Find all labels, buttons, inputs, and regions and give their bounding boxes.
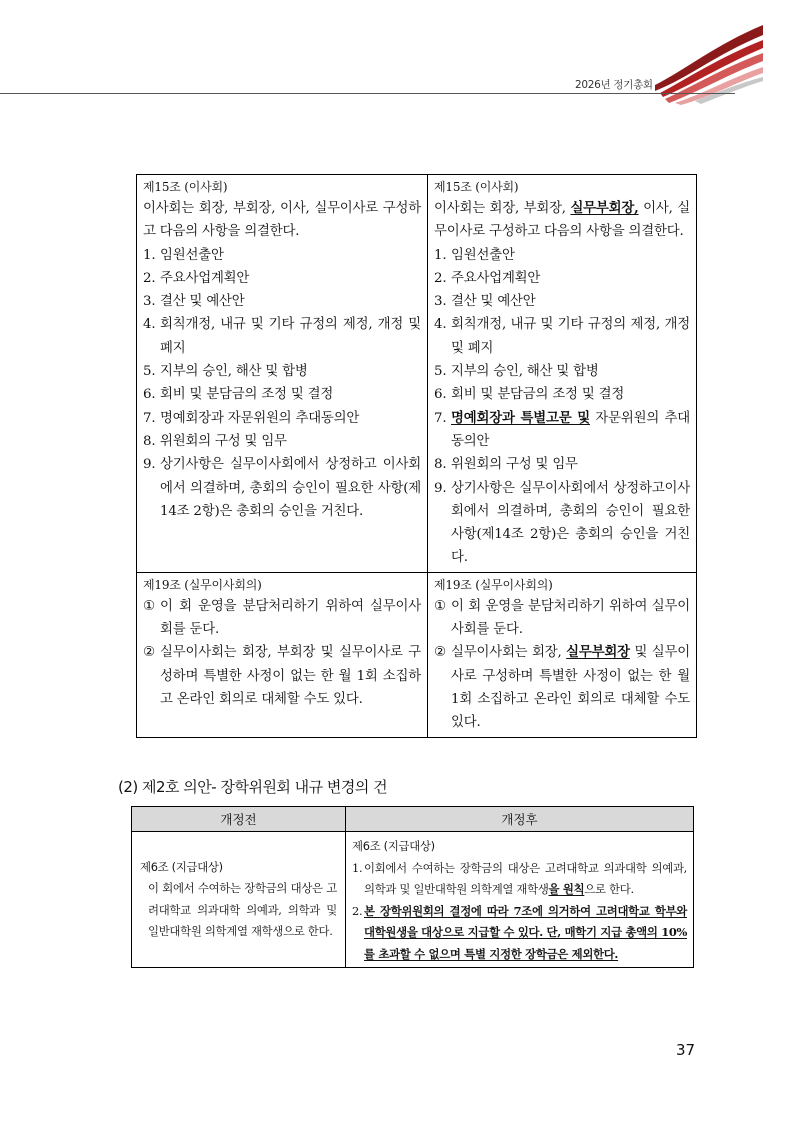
list-item: 8. 위원회의 구성 및 임무 xyxy=(143,433,287,449)
list-item: 6. 회비 및 분담금의 조정 및 결정 xyxy=(434,387,625,403)
cell-article19-after xyxy=(428,572,697,737)
underlined-change: 을 원칙 xyxy=(548,882,585,896)
list-item: 4. 회칙개정, 내규 및 기타 규정의 제정, 개정 및 폐지 xyxy=(434,317,690,356)
list-item: 3. 결산 및 예산안 xyxy=(143,294,245,310)
list-item: ② 실무이사회는 회장, 부회장 및 실무이사로 구성하며 특별한 사정이 없는 한 월 1회 소집하고 온라인 회의로 대체할 수도 있다. xyxy=(143,645,421,707)
list-item: 9. 상기사항은 실무이사회에서 상정하고이사회에서 의결하며, 총회의 승인이 필요한 사항(제14조 2항)은 총회의 승인을 거친다. xyxy=(434,480,690,566)
cell-article6-before xyxy=(132,832,346,968)
list-item: 4. 회칙개정, 내규 및 기타 규정의 제정, 개정 및 폐지 xyxy=(143,317,421,356)
table-row xyxy=(132,832,694,968)
section-title: (2) 제2호 의안- 장학위원회 내규 변경의 건 xyxy=(118,778,388,796)
article-intro: 이사회는 회장, 부회장, 이사, 실무이사로 구성하고 다음의 사항을 의결한다. xyxy=(143,201,421,240)
list-item: 2. 주요사업계획안 xyxy=(434,270,541,286)
list-item: 7. 명예회장과 자문위원의 추대동의안 xyxy=(143,410,360,426)
article-items xyxy=(434,595,690,735)
article-heading: 제15조 (이사회) xyxy=(143,180,228,194)
list-item: 1. 임원선출안 xyxy=(143,247,224,263)
table-row xyxy=(137,572,697,737)
cell-article15-after xyxy=(428,175,697,573)
list-item: ② 실무이사회는 회장, 실무부회장 및 실무이사로 구성하며 특별한 사정이 없는 한 월 1회 소집하고 온라인 회의로 대체할 수도 있다. xyxy=(434,644,690,731)
comparison-table-2 xyxy=(131,806,694,968)
cell-article19-before xyxy=(137,572,428,737)
underlined-change: 본 장학위원회의 결정에 따라 7조에 의거하여 고려대학교 학부와 대학원생을 대상으로 지급할 수 있다. 단, 매학기 지급 총액의 10%를 초과할 수 없으며 특별 지정한 장학금은 제외한다. xyxy=(364,903,687,961)
underlined-change: 실무부회장 xyxy=(566,644,630,661)
cell-article6-after xyxy=(346,832,694,968)
column-header-after: 개정후 xyxy=(346,807,694,832)
page-number: 37 xyxy=(676,1041,696,1059)
article-items xyxy=(352,858,687,966)
list-item: 9. 상기사항은 실무이사회에서 상정하고 이사회에서 의결하며, 총회의 승인이 필요한 사항(제14조 2항)은 총회의 승인을 거친다. xyxy=(143,457,421,519)
list-item: 1. 임원선출안 xyxy=(434,247,515,263)
article-heading: 제6조 (지급대상) xyxy=(140,859,223,874)
list-item: 5. 지부의 승인, 해산 및 합병 xyxy=(434,364,599,380)
list-item: 8. 위원회의 구성 및 임무 xyxy=(434,457,578,473)
article-items xyxy=(143,595,421,711)
list-item: 6. 회비 및 분담금의 조정 및 결정 xyxy=(143,387,334,403)
underlined-change: 실무부회장, xyxy=(570,200,639,216)
list-item: 2. 본 장학위원회의 결정에 따라 7조에 의거하여 고려대학교 학부와 대학원생을 대상으로 지급할 수 있다. 단, 매학기 지급 총액의 10%를 초과할 수 없으며 특별 지정한 장학금은 제외한다. xyxy=(352,903,687,961)
list-item: 3. 결산 및 예산안 xyxy=(434,294,536,310)
article-heading: 제19조 (실무이사회의) xyxy=(143,577,262,592)
article-intro: 이사회는 회장, 부회장, 실무부회장, 이사, 실무이사로 구성하고 다음의 사항을 의결한다. xyxy=(434,200,690,240)
list-item: ① 이 회 운영을 분담처리하기 위하여 실무이사회를 둔다. xyxy=(434,598,690,638)
table-row xyxy=(137,175,697,573)
underlined-change: 명예회장과 특별고문 및 xyxy=(451,409,591,426)
cell-article15-before xyxy=(137,175,428,573)
comparison-table-1 xyxy=(136,174,697,738)
list-item: 5. 지부의 승인, 해산 및 합병 xyxy=(143,364,308,380)
article-heading: 제6조 (지급대상) xyxy=(352,839,435,853)
header-title: 2026년 정기총회 xyxy=(575,79,653,91)
article-text: 이 회에서 수여하는 장학금의 대상은 고려대학교 의과대학 의예과, 의학과 및 일반대학원 의학계열 재학생으로 한다. xyxy=(148,881,337,938)
article-heading: 제15조 (이사회) xyxy=(434,180,519,194)
header-swoosh-logo xyxy=(655,15,765,105)
article-heading: 제19조 (실무이사회의) xyxy=(434,577,553,592)
list-item: 7. 명예회장과 특별고문 및 자문위원의 추대동의안 xyxy=(434,409,691,449)
header-divider xyxy=(0,93,735,94)
table-header-row xyxy=(132,807,694,832)
column-header-before: 개정전 xyxy=(132,807,346,832)
list-item: ① 이 회 운영을 분담처리하기 위하여 실무이사회를 둔다. xyxy=(143,598,421,638)
list-item: 2. 주요사업계획안 xyxy=(143,270,250,286)
article-items xyxy=(434,244,690,570)
article-items xyxy=(143,244,421,524)
list-item: 1. 이회에서 수여하는 장학금의 대상은 고려대학교 의과대학 의예과, 의학과 및 일반대학원 의학계열 재학생을 원칙으로 한다. xyxy=(352,860,687,896)
